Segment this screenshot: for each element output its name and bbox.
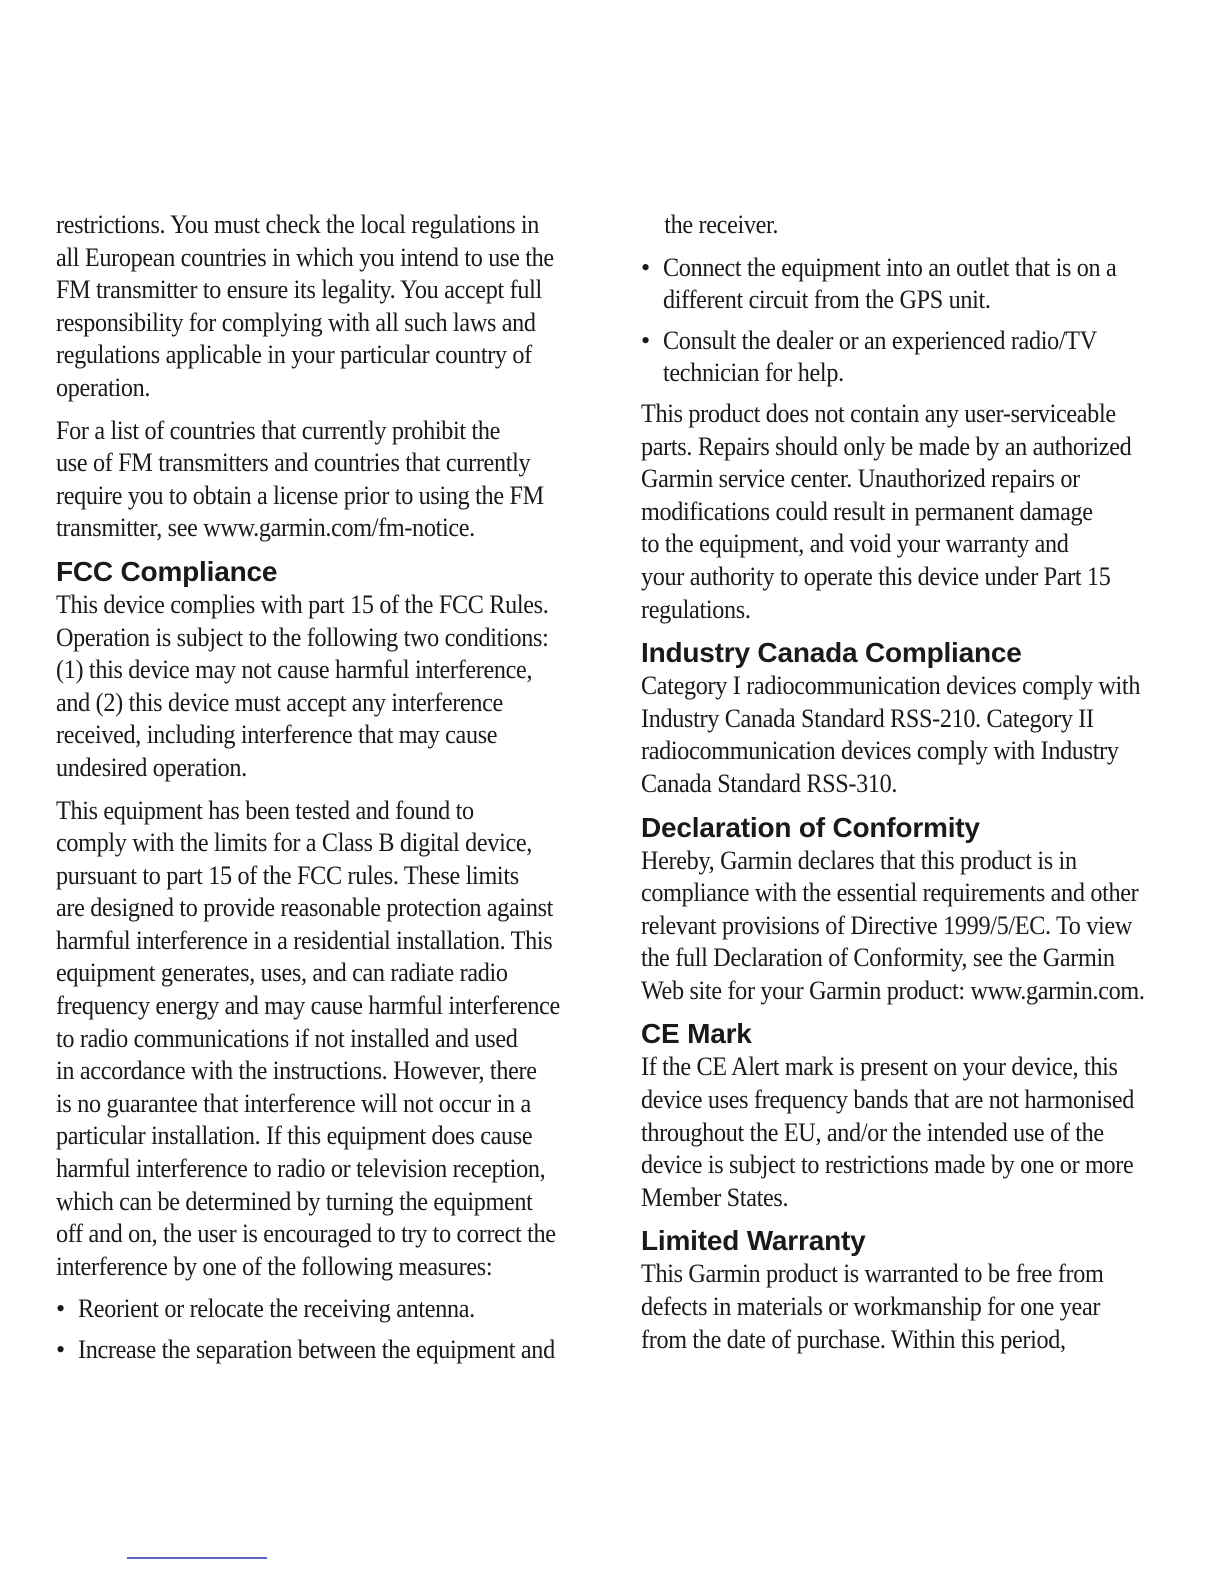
footer-rule <box>127 1557 267 1559</box>
list-item-text: Reorient or relocate the receiving antenna. <box>78 1294 475 1324</box>
paragraph-ce-mark: If the CE Alert mark is present on your device, this device uses frequency bands that are not harmonised throughout the EU, and/or the intended use of the device is subject to restrictions made by one or more Member States. <box>641 1052 1135 1212</box>
heading-ce-mark: CE Mark <box>641 1018 752 1050</box>
heading-fcc-compliance: FCC Compliance <box>56 555 278 587</box>
paragraph-class-b-limits: This equipment has been tested and found to comply with the limits for a Class B digital device, pursuant to part 15 of the FCC rules. These limits are designed to provide reasonable protection against harmful interference in a residential installation. This equipment generates, uses, and can radiate radio frequency energy and may cause harmful interference to radio communications if not installed and used in accordance with the instructions. However, there is no guarantee that interference will not occur in a particular installation. If this equipment does cause harmful interference to radio or television reception, which can be determined by turning the equipment off and on, the user is encouraged to try to correct the interference by one of the following measures: <box>56 795 560 1281</box>
paragraph-no-user-serviceable-parts: This product does not contain any user-serviceable parts. Repairs should only be made by an authorized Garmin service center. Unauthorized repairs or modifications could result in permanent damage to the equipment, and void your warranty and your authority to operate this device under Part 15 regulations. <box>641 398 1132 624</box>
heading-declaration-of-conformity: Declaration of Conformity <box>641 811 980 843</box>
list-item-continuation: the receiver. <box>664 210 779 239</box>
list-item <box>641 325 1186 390</box>
list-item <box>56 1293 600 1326</box>
paragraph-fm-notice: For a list of countries that currently prohibit the use of FM transmitters and countries that currently require you to obtain a license prior to using the FM transmitter, see www.garmin.com/fm-notice. <box>56 415 544 543</box>
right-column <box>641 209 1186 1366</box>
list-item <box>56 1334 600 1367</box>
bullet-icon: • <box>641 325 651 355</box>
heading-limited-warranty: Limited Warranty <box>641 1225 866 1257</box>
list-item-text: Increase the separation between the equipment and <box>78 1335 555 1364</box>
paragraph-fm-restrictions: restrictions. You must check the local regulations in all European countries in which you intend to use the FM transmitter to ensure its legality. You accept full responsibility for complying with all such laws and regulations applicable in your particular country of operation. <box>56 210 554 402</box>
heading-industry-canada: Industry Canada Compliance <box>641 637 1022 669</box>
paragraph-industry-canada: Category I radiocommunication devices comply with Industry Canada Standard RSS-210. Category II radiocommunication devices comply with Industry Canada Standard RSS-310. <box>641 671 1141 798</box>
list-item-text: Connect the equipment into an outlet that is on a different circuit from the GPS unit. <box>663 252 1117 315</box>
paragraph-declaration: Hereby, Garmin declares that this product is in compliance with the essential requirements and other relevant provisions of Directive 1999/5/EC. To view the full Declaration of Conformity, see the Garmin Web site for your Garmin product: www.garmin.com. <box>641 845 1145 1005</box>
bullet-icon: • <box>56 1294 66 1324</box>
list-item-text: Consult the dealer or an experienced radio/TV technician for help. <box>663 325 1097 388</box>
bullet-icon: • <box>56 1335 66 1364</box>
paragraph-fcc-rules: This device complies with part 15 of the FCC Rules. Operation is subject to the following two conditions: (1) this device may not cause harmful interference, and (2) this device must accept any interference received, including interference that may cause undesired operation. <box>56 589 549 782</box>
left-column <box>56 209 600 1375</box>
bullet-icon: • <box>641 252 651 282</box>
paragraph-limited-warranty: This Garmin product is warranted to be free from defects in materials or workmanship for one year from the date of purchase. Within this period, <box>641 1259 1104 1354</box>
list-item <box>641 252 1186 317</box>
